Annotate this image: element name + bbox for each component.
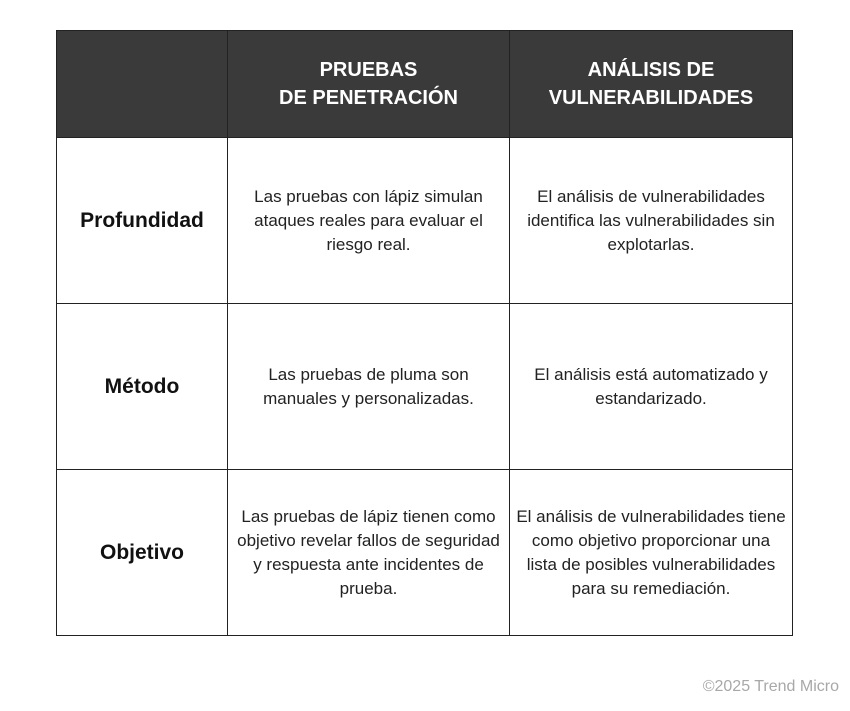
comparison-table (56, 30, 793, 636)
table-row-depth (57, 138, 793, 304)
method-vulnerability-cell: El análisis está automatizado y estandarizado. (510, 304, 793, 470)
table-body (57, 138, 793, 636)
objective-penetration-cell: Las pruebas de lápiz tienen como objetivo revelar fallos de seguridad y respuesta ante incidentes de prueba. (228, 470, 510, 636)
depth-penetration-cell: Las pruebas con lápiz simulan ataques reales para evaluar el riesgo real. (228, 138, 510, 304)
table-row-objective (57, 470, 793, 636)
depth-vulnerability-cell: El análisis de vulnerabilidades identifica las vulnerabilidades sin explotarlas. (510, 138, 793, 304)
table-row-method (57, 304, 793, 470)
row-label-objective: Objetivo (57, 470, 228, 636)
row-label-depth: Profundidad (57, 138, 228, 304)
objective-vulnerability-cell: El análisis de vulnerabilidades tiene como objetivo proporcionar una lista de posibles vulnerabilidades para su remediación. (510, 470, 793, 636)
method-penetration-cell: Las pruebas de pluma son manuales y personalizadas. (228, 304, 510, 470)
header-row (57, 31, 793, 138)
header-vulnerability-scanning: ANÁLISIS DE VULNERABILIDADES (510, 31, 793, 138)
row-label-method: Método (57, 304, 228, 470)
header-empty-cell (57, 31, 228, 138)
table-header (57, 31, 793, 138)
copyright-notice: ©2025 Trend Micro (702, 678, 839, 695)
header-penetration-testing: PRUEBAS DE PENETRACIÓN (228, 31, 510, 138)
